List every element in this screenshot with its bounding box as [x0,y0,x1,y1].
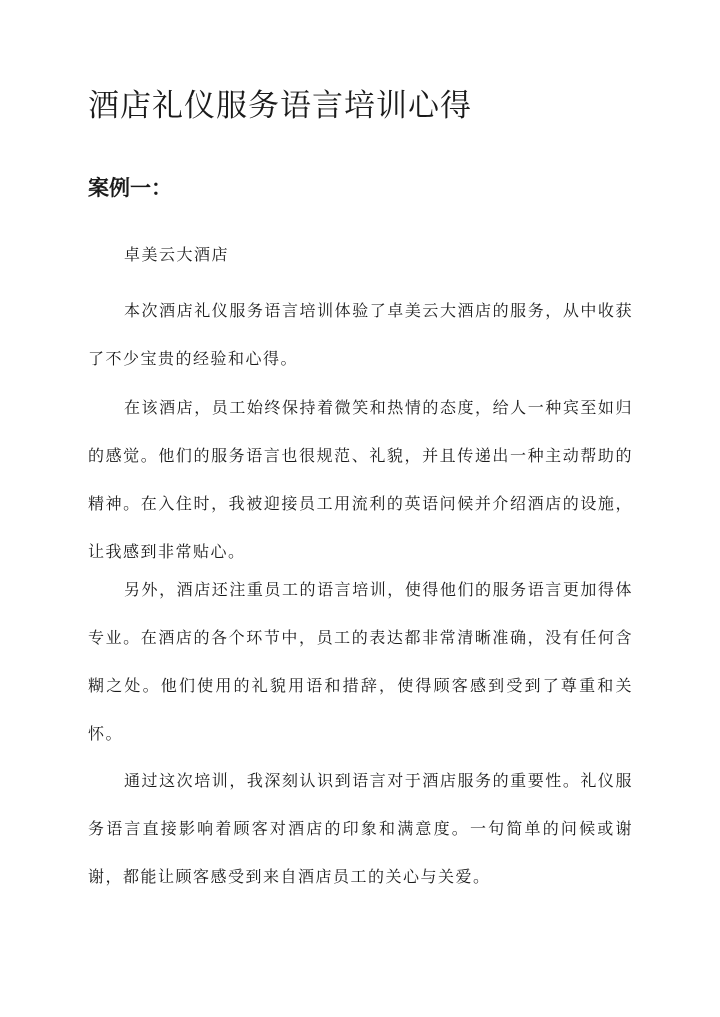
paragraph-3: 另外，酒店还注重员工的语言培训，使得他们的服务语言更加得体专业。在酒店的各个环节中，员工的表达都非常清晰准确，没有任何含糊之处。他们使用的礼貌用语和措辞，使得顾客感到受到了尊重和关怀。 [88,580,633,743]
paragraph-1: 本次酒店礼仪服务语言培训体验了卓美云大酒店的服务，从中收获了不少宝贵的经验和心得。 [88,301,633,368]
paragraph-4: 通过这次培训，我深刻认识到语言对于酒店服务的重要性。礼仪服务语言直接影响着顾客对酒店的印象和满意度。一句简单的问候或谢谢，都能让顾客感受到来自酒店员工的关心与关爱。 [88,771,633,886]
case-heading: 案例一： [88,175,172,200]
document-title: 酒店礼仪服务语言培训心得 [88,88,472,124]
hotel-name: 卓美云大酒店 [124,245,230,264]
paragraph-2: 在该酒店，员工始终保持着微笑和热情的态度，给人一种宾至如归的感觉。他们的服务语言也很规范、礼貌，并且传递出一种主动帮助的精神。在入住时，我被迎接员工用流利的英语问候并介绍酒店的设施，让我感到非常贴心。 [88,398,633,561]
